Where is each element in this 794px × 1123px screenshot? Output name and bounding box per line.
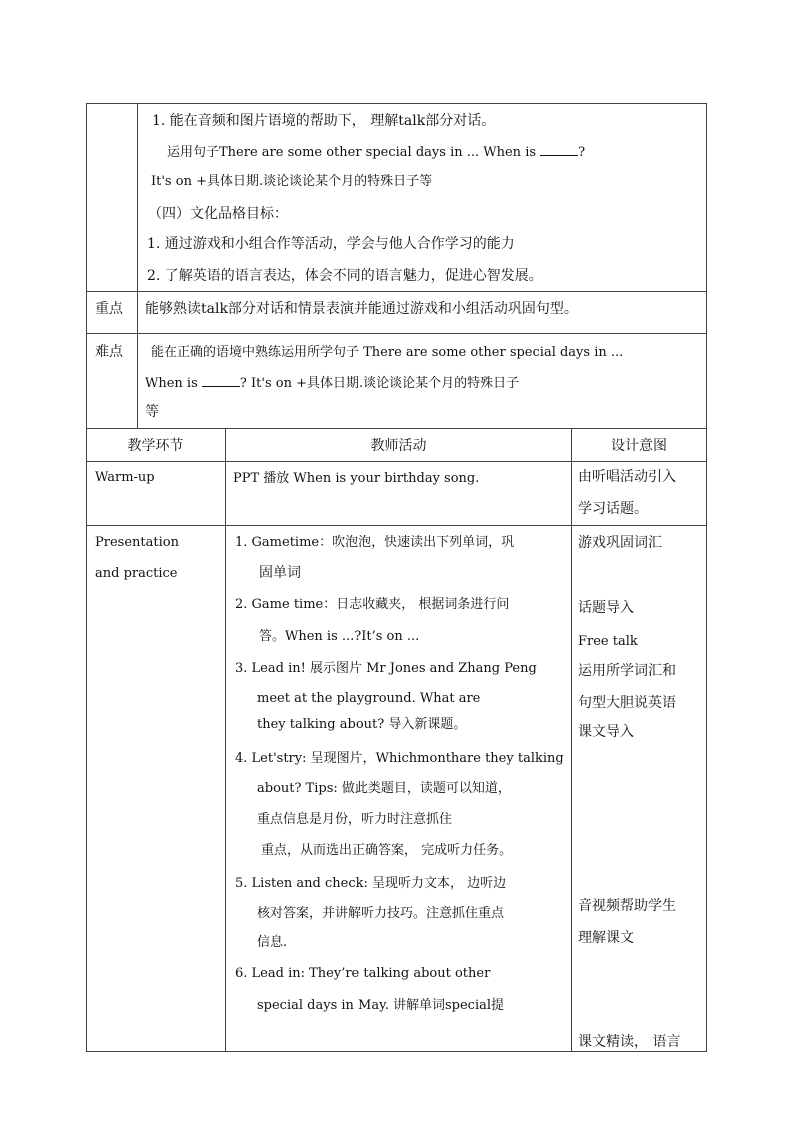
key-point-label: 重点 xyxy=(95,301,123,317)
objective-line-2 xyxy=(167,143,585,162)
activity-4-line-1: 4. Let'stry: 呈现图片，Whichmonthare they talking xyxy=(235,751,564,766)
intent-text-intro: 课文导入 xyxy=(578,724,634,740)
presentation-stage-line-2: and practice xyxy=(95,566,178,581)
intent-vocab-game: 游戏巩固词汇 xyxy=(578,535,662,551)
table-border-left xyxy=(86,103,87,1052)
presentation-stage-line-1: Presentation xyxy=(95,535,179,550)
difficulty-line-1: 能在正确的语境中熟练运用所学句子 There are some other special days in ... xyxy=(151,345,624,360)
intent-free-talk: Free talk xyxy=(578,634,638,649)
difficulty-line-3: 等 xyxy=(145,404,159,420)
warmup-activity: PPT 播放 When is your birthday song. xyxy=(233,471,480,486)
activity-6-line-2: special days in May. 讲解单词special提 xyxy=(257,998,505,1013)
header-design-intent: 设计意图 xyxy=(611,438,667,454)
cultural-goal-1: 1. 通过游戏和小组合作等活动，学会与他人合作学习的能力 xyxy=(147,236,515,252)
objective-blank xyxy=(540,143,578,156)
difficulty-blank xyxy=(202,374,240,387)
cultural-goal-2: 2. 了解英语的语言表达，体会不同的语言魅力，促进心智发展。 xyxy=(147,268,543,284)
warmup-intent-2: 学习话题。 xyxy=(578,501,648,517)
activity-4-line-2: about? Tips: 做此类题目，读题可以知道， xyxy=(257,781,511,796)
row-divider-difficulty xyxy=(86,428,707,429)
activity-3-line-3: they talking about? 导入新课题。 xyxy=(257,717,467,732)
activity-4-line-4: 重点，从而选出正确答案， 完成听力任务。 xyxy=(261,843,513,858)
objective-line-2-text: 运用句子There are some other special days in ... When is xyxy=(167,145,537,160)
column-divider-intent xyxy=(571,428,572,1052)
intent-av-help-1: 音视频帮助学生 xyxy=(578,898,676,914)
activity-3-line-2: meet at the playground. What are xyxy=(257,691,481,706)
difficulty-line-2-start: When is xyxy=(145,376,198,391)
objective-line-1: 1. 能在音频和图片语境的帮助下， 理解talk部分对话。 xyxy=(152,113,496,129)
intent-use-vocab-1: 运用所学词汇和 xyxy=(578,663,676,679)
activity-2-line-2: 答。When is ...?It’s on ... xyxy=(259,629,420,644)
activity-1-line-2: 固单词 xyxy=(259,565,301,581)
objective-line-3: It's on +具体日期.谈论谈论某个月的特殊日子等 xyxy=(151,174,433,189)
intent-av-help-2: 理解课文 xyxy=(578,930,634,946)
column-divider-stage xyxy=(225,428,226,1052)
objective-line-2-end: ? xyxy=(578,145,586,160)
warmup-stage: Warm-up xyxy=(95,470,155,485)
label-column-divider xyxy=(137,103,138,429)
table-border-top xyxy=(86,103,707,104)
row-divider-warmup xyxy=(86,525,707,526)
activity-2-line-1: 2. Game time：日志收藏夹， 根据词条进行问 xyxy=(235,597,510,612)
row-divider-header xyxy=(86,461,707,462)
intent-use-vocab-2: 句型大胆说英语 xyxy=(578,695,676,711)
difficulty-line-2-text: ? It's on +具体日期.谈论谈论某个月的特殊日子 xyxy=(239,376,520,391)
table-border-bottom xyxy=(86,1051,707,1052)
difficulty-label: 难点 xyxy=(95,344,123,360)
cultural-goals-heading: （四）文化品格目标： xyxy=(148,206,288,222)
header-teacher-activity: 教师活动 xyxy=(370,438,427,454)
activity-5-line-1: 5. Listen and check: 呈现听力文本， 边听边 xyxy=(235,876,507,891)
header-stage: 教学环节 xyxy=(127,438,184,454)
activity-5-line-2: 核对答案，并讲解听力技巧。注意抓住重点 xyxy=(257,906,505,921)
activity-1-line-1: 1. Gametime：吹泡泡，快速读出下列单词，巩 xyxy=(235,535,515,550)
row-divider-keypoint xyxy=(86,333,707,334)
intent-topic-intro: 话题导入 xyxy=(578,600,634,616)
activity-6-line-1: 6. Lead in: They’re talking about other xyxy=(235,966,491,981)
activity-5-line-3: 信息. xyxy=(257,935,288,950)
table-border-right xyxy=(706,103,707,1052)
difficulty-line-2 xyxy=(145,374,519,393)
intent-close-reading: 课文精读， 语言 xyxy=(578,1034,681,1050)
row-divider-objectives xyxy=(86,291,707,292)
activity-3-line-1: 3. Lead in! 展示图片 Mr Jones and Zhang Peng xyxy=(235,661,537,676)
key-point-text: 能够熟读talk部分对话和情景表演并能通过游戏和小组活动巩固句型。 xyxy=(145,301,578,317)
warmup-intent-1: 由听唱活动引入 xyxy=(578,469,676,485)
activity-4-line-3: 重点信息是月份，听力时注意抓住 xyxy=(257,812,453,827)
